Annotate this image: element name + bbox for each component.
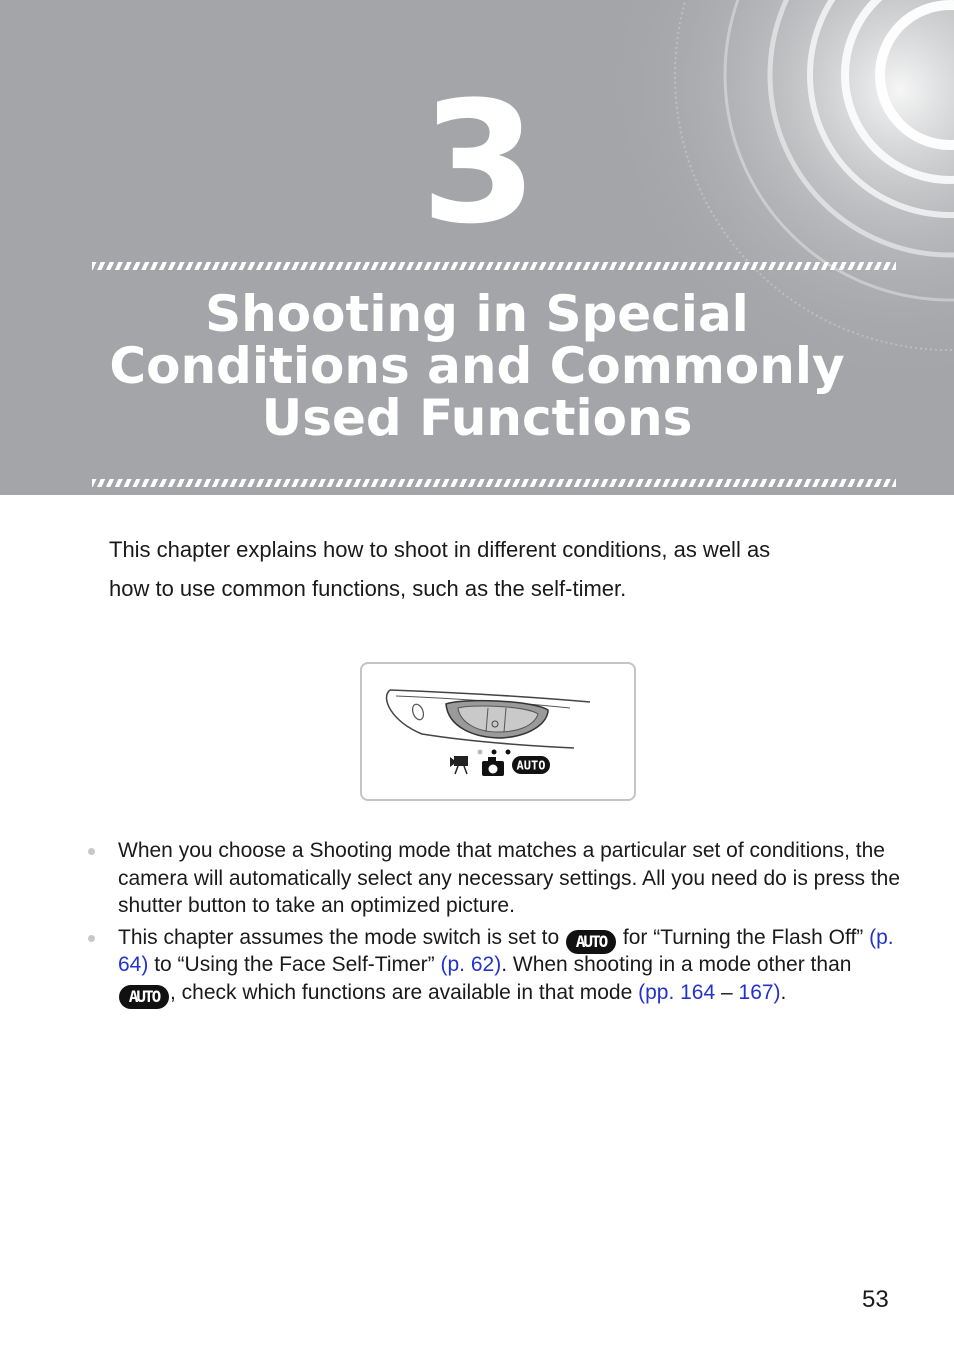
bullet-text-2c: to “Using the Face Self-Timer” — [148, 953, 441, 976]
bullet-text-1: When you choose a Shooting mode that matches a particular set of conditions, the camera will automatically select any necessary settings. All you need do is press the shutter button to take an optimized picture. — [118, 839, 901, 917]
bullet-text-2a: This chapter assumes the mode switch is set to — [118, 925, 566, 949]
bullet-text-end: . — [780, 980, 787, 1004]
page-link-62[interactable]: (p. 62) — [440, 953, 502, 976]
auto-mode-icon: AUTO — [119, 985, 169, 1009]
intro-line-1: This chapter explains how to shoot in different conditions, as well as — [109, 537, 771, 562]
chapter-title — [0, 285, 954, 447]
page-link-167[interactable]: 167) — [738, 980, 781, 1004]
bullet-dot-icon — [88, 848, 95, 855]
bullet-text-2e: , check which functions are available in that mode — [170, 980, 639, 1004]
list-item — [118, 924, 908, 1007]
bullet-text-2b: for “Turning the Flash Off” — [617, 925, 870, 949]
auto-mode-icon: AUTO — [566, 930, 616, 954]
list-item — [118, 837, 908, 920]
chapter-number: 3 — [420, 65, 534, 261]
intro-paragraph — [109, 530, 909, 608]
notes-list — [118, 837, 908, 1010]
movie-icon — [450, 756, 468, 774]
auto-icon — [512, 756, 550, 774]
mode-switch-figure — [360, 662, 636, 801]
bullet-text-2d: . When shooting in a mode other than — [501, 953, 852, 976]
page-link-64[interactable]: (p. 64) — [118, 925, 894, 976]
chapter-title-line-3: Used Functions — [261, 389, 693, 447]
page-number: 53 — [862, 1286, 889, 1313]
intro-line-2: how to use common functions, such as the self-timer. — [109, 576, 627, 601]
bullet-text-dash: – — [715, 980, 739, 1004]
camera-icon — [482, 757, 504, 776]
chapter-title-line-1: Shooting in Special — [205, 285, 749, 343]
hatch-divider-bottom — [92, 479, 896, 487]
bullet-dot-icon — [88, 935, 95, 942]
page-link-164[interactable]: (pp. 164 — [638, 980, 716, 1004]
hatch-divider-top — [92, 262, 896, 270]
svg-text:AUTO: AUTO — [516, 758, 546, 773]
mode-switch-illustration — [362, 664, 634, 799]
chapter-title-line-2: Conditions and Commonly — [109, 337, 845, 395]
chapter-banner — [0, 0, 954, 495]
